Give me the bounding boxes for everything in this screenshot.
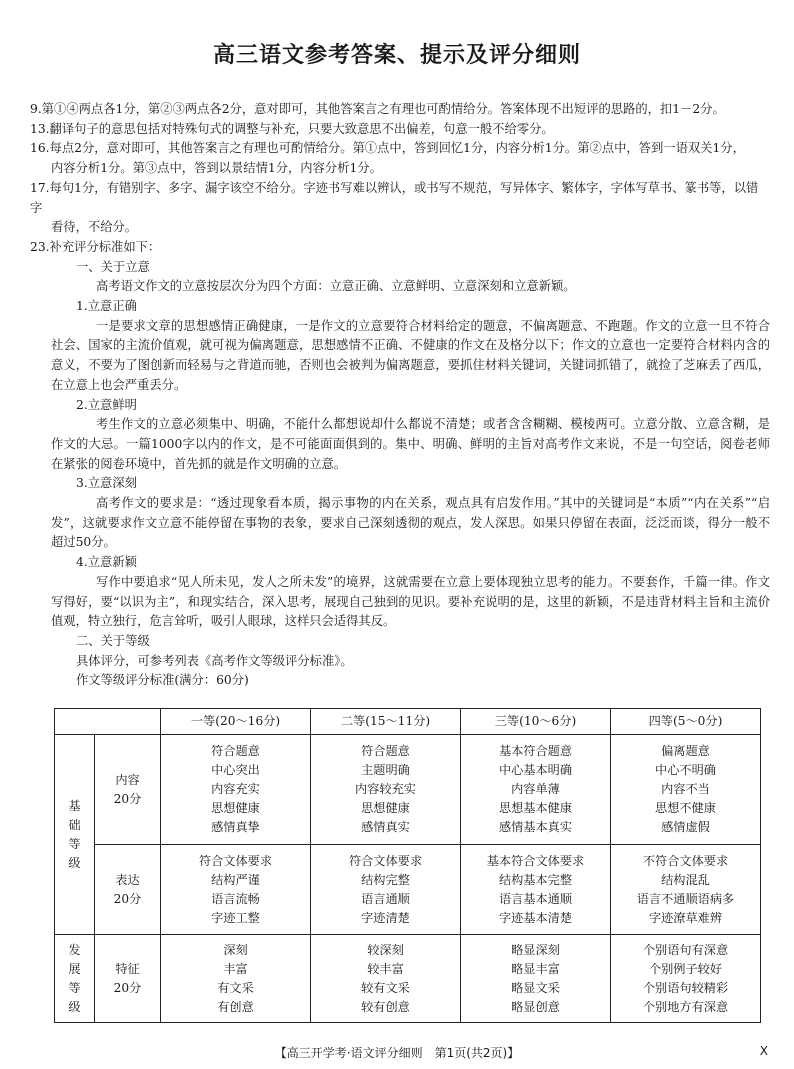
cell-line: 略显创意 — [511, 999, 560, 1014]
cell-line: 有文采 — [217, 980, 254, 995]
cell-features-grade-4 — [611, 935, 761, 1023]
cell-line: 语言基本通顺 — [498, 891, 573, 906]
vertical-char: 等 — [68, 980, 81, 995]
cell-line: 语言通顺 — [361, 891, 410, 906]
cell-line: 结构基本完整 — [498, 872, 573, 887]
vertical-char: 级 — [68, 999, 81, 1014]
cell-line: 字迹工整 — [211, 910, 260, 925]
footer-text: 【高三开学考·语文评分细则 第1页(共2页)】 — [274, 1046, 520, 1060]
row-score-text: 20分 — [113, 791, 142, 806]
cell-line: 有创意 — [217, 999, 254, 1014]
cell-line: 思想基本健康 — [498, 801, 573, 815]
cell-line: 感情基本真实 — [498, 820, 573, 834]
header-grade-2: 二等(15～11分) — [311, 709, 461, 735]
cell-line: 结构严谨 — [211, 872, 260, 887]
vertical-char: 等 — [68, 836, 81, 851]
cell-line: 符合文体要求 — [348, 853, 423, 868]
group-label-basic-text — [55, 797, 94, 873]
table-corner-cell — [55, 709, 161, 735]
cell-features-grade-1 — [161, 935, 311, 1023]
table-caption: 作文等级评分标准(满分：60分) — [76, 673, 249, 688]
cell-line: 中心不明确 — [655, 763, 716, 777]
item-16-line1: 16.每点2分，意对即可，其他答案言之有理也可酌情给分。第①点中，答到回忆1分，内容分析1分。第②点中，答到一语双关1分， — [30, 141, 745, 156]
vertical-char: 基 — [68, 798, 81, 813]
cell-line: 内容充实 — [211, 782, 260, 796]
grading-table — [54, 708, 761, 1023]
item-17-line2: 看待，不给分。 — [51, 220, 138, 235]
cell-line: 个别例子较好 — [648, 961, 723, 976]
cell-line: 略显文采 — [511, 980, 560, 995]
cell-line: 个别语句有深意 — [642, 942, 729, 957]
vertical-char: 础 — [68, 817, 81, 832]
cell-content-grade-3 — [461, 735, 611, 845]
cell-line: 个别语句较精彩 — [642, 980, 729, 995]
cell-content-grade-1 — [161, 735, 311, 845]
cell-features-grade-2 — [311, 935, 461, 1023]
table-header-row — [55, 709, 761, 735]
vertical-char: 级 — [68, 855, 81, 870]
row-label-expression — [95, 845, 161, 935]
cell-line: 中心突出 — [211, 763, 260, 777]
item-13: 13.翻译句子的意思包括对特殊句式的调整与补充，只要大致意思不出偏差，句意一般不给零分。 — [30, 121, 554, 136]
subsection-4-text: 写作中要追求“见人所未见，发人之所未发”的境界，这就需要在立意上要体现独立思考的能力。不要套作，千篇一律。作文写得好，要“以识为主”，和现实结合，深入思考，展现自己独到的见识。要补充说明的是，这里的新颖，不是违背材料主旨和主流价值观，特立独行，危言耸听，吸引人眼球，这样只会适得其反。 — [51, 574, 770, 629]
subsection-1-text: 一是要求文章的思想感情正确健康，一是作文的立意要符合材料给定的题意，不偏离题意、不跑题。作文的立意一旦不符合社会、国家的主流价值观，就可视为偏离题意，思想感情不正确、不健康的作文在及格分以下；作文的立意也一定要符合材料内含的意义，不要为了图创新而轻易与之背道而驰，否则也会被判为偏离题意，要抓住材料关键词，关键词抓错了，就捡了芝麻丢了西瓜，在立意上也会严重丢分。 — [51, 318, 770, 392]
cell-line: 不符合文体要求 — [642, 853, 729, 868]
page-title: 高三语文参考答案、提示及评分细则 — [212, 43, 581, 68]
cell-line: 思想健康 — [361, 801, 410, 815]
subsection-1-title: 1.立意正确 — [76, 299, 137, 314]
cell-line: 基本符合文体要求 — [486, 853, 585, 868]
section-1-intro: 高考语文作文的立意按层次分为四个方面：立意正确、立意鲜明、立意深刻和立意新颖。 — [96, 279, 576, 294]
cell-line: 结构混乱 — [661, 872, 710, 887]
subsection-3-text: 高考作文的要求是：“透过现象看本质，揭示事物的内在关系，观点具有启发作用。”其中的关键词是“本质”“内在关系”“启发”，这就要求作文立意不能停留在事物的表象，要求自己深刻透彻的观点，发人深思。如果只停留在表面，泛泛而谈，得分一般不超过50分。 — [51, 496, 770, 550]
cell-features-grade-3 — [461, 935, 611, 1023]
table-row-expression — [55, 845, 761, 935]
cell-expression-grade-2 — [311, 845, 461, 935]
cell-line: 略显深刻 — [511, 942, 560, 957]
row-label-features — [95, 935, 161, 1023]
cell-content-grade-4 — [611, 735, 761, 845]
page-footer — [0, 1044, 794, 1061]
cell-line: 字迹基本清楚 — [498, 910, 573, 925]
cell-line: 内容较充实 — [355, 782, 416, 796]
table-row-content — [55, 735, 761, 845]
section-2-intro: 具体评分，可参考列表《高考作文等级评分标准》。 — [76, 653, 353, 668]
cell-line: 符合文体要求 — [198, 853, 273, 868]
cell-line: 思想健康 — [211, 801, 260, 815]
subsection-3-title: 3.立意深刻 — [76, 476, 137, 491]
cell-line: 结构完整 — [361, 872, 410, 887]
vertical-char: 发 — [68, 942, 81, 957]
cell-line: 语言流畅 — [211, 891, 260, 906]
cell-line: 丰富 — [223, 961, 248, 976]
item-17-line1: 17.每句1分，有错别字、多字、漏字该空不给分。字迹书写难以辨认，或书写不规范，写异体字、繁体字，字体写草书、篆书等，以错字 — [30, 180, 759, 215]
cell-line: 语言不通顺语病多 — [636, 891, 735, 906]
cell-line: 较有文采 — [361, 980, 410, 995]
item-9: 9.第①④两点各1分，第②③两点各2分，意对即可，其他答案言之有理也可酌情给分。答案体现不出短评的思路的，扣1－2分。 — [30, 102, 725, 116]
cell-expression-grade-1 — [161, 845, 311, 935]
cell-line: 基本符合题意 — [498, 744, 573, 758]
group-label-development-text — [55, 941, 94, 1017]
subsection-4-title: 4.立意新颖 — [76, 555, 137, 570]
cell-line: 偏离题意 — [661, 744, 710, 758]
row-label-content — [95, 735, 161, 845]
section-1-heading: 一、关于立意 — [76, 259, 150, 274]
cell-line: 感情真挚 — [211, 820, 260, 834]
cell-expression-grade-4 — [611, 845, 761, 935]
cell-line: 思想不健康 — [655, 801, 716, 815]
row-label-text: 表达 — [115, 872, 140, 887]
cell-line: 内容不当 — [661, 782, 710, 796]
cell-line: 个别地方有深意 — [642, 999, 729, 1014]
cell-line: 略显丰富 — [511, 961, 560, 976]
cell-line: 字迹清楚 — [361, 910, 410, 925]
cell-line: 字迹潦草难辨 — [648, 910, 723, 925]
cell-line: 内容单薄 — [511, 782, 560, 796]
cell-line: 主题明确 — [361, 763, 410, 777]
cell-line: 符合题意 — [211, 744, 260, 758]
item-23: 23.补充评分标准如下： — [30, 239, 161, 254]
document-body — [30, 100, 770, 691]
group-label-development — [55, 935, 95, 1023]
table-row-features — [55, 935, 761, 1023]
header-grade-4: 四等(5～0分) — [611, 709, 761, 735]
cell-line: 较丰富 — [367, 961, 404, 976]
cell-line: 深刻 — [223, 942, 248, 957]
subsection-2-title: 2.立意鲜明 — [76, 397, 137, 412]
section-2-heading: 二、关于等级 — [76, 633, 150, 648]
subsection-2-text: 考生作文的立意必须集中、明确，不能什么都想说却什么都说不清楚；或者含含糊糊、模棱两可。立意分散、立意含糊，是作文的大忌。一篇1000字以内的作文，是不可能面面俱到的。集中、明确、鲜明的主旨对高考作文来说，不是一句空话，阅卷老师在紧张的阅卷环境中，首先抓的就是作文明确的立意。 — [51, 417, 770, 471]
row-score-text: 20分 — [113, 891, 142, 906]
header-grade-3: 三等(10～6分) — [461, 709, 611, 735]
cell-expression-grade-3 — [461, 845, 611, 935]
cell-line: 较有创意 — [361, 999, 410, 1014]
row-label-text: 内容 — [115, 772, 140, 787]
cell-line: 感情虚假 — [661, 820, 710, 834]
cell-line: 中心基本明确 — [498, 763, 573, 777]
cell-line: 符合题意 — [361, 744, 410, 758]
footer-mark: X — [759, 1044, 768, 1058]
row-score-text: 20分 — [113, 980, 142, 995]
item-16-line2: 内容分析1分。第③点中，答到以景结情1分，内容分析1分。 — [51, 161, 382, 176]
cell-line: 感情真实 — [361, 820, 410, 834]
cell-content-grade-2 — [311, 735, 461, 845]
row-label-text: 特征 — [115, 961, 140, 976]
group-label-basic — [55, 735, 95, 935]
vertical-char: 展 — [68, 961, 81, 976]
header-grade-1: 一等(20～16分) — [161, 709, 311, 735]
cell-line: 较深刻 — [367, 942, 404, 957]
